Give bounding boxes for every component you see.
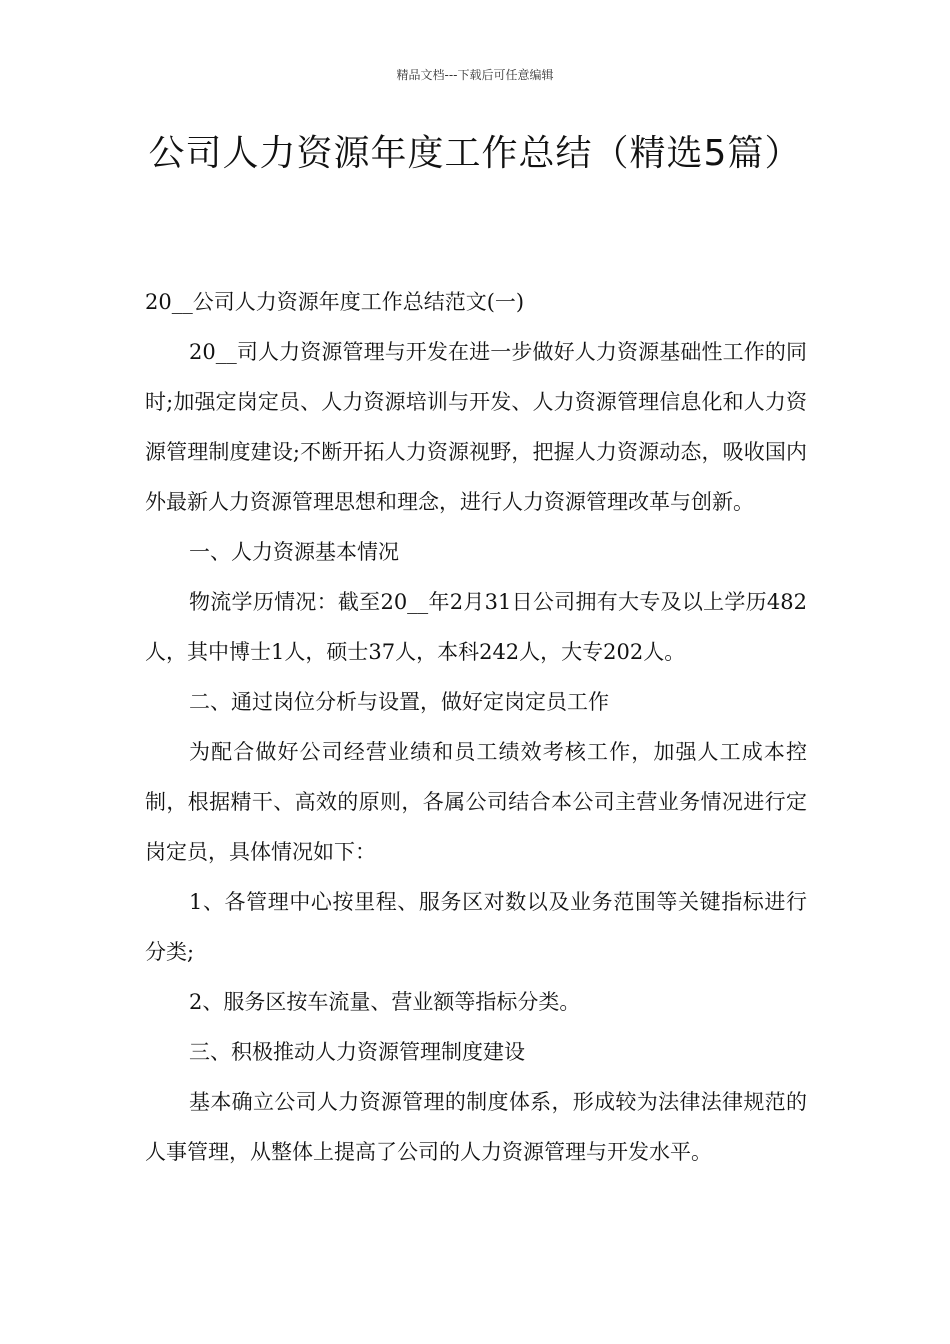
paragraph: 基本确立公司人力资源管理的制度体系，形成较为法律法律规范的人事管理，从整体上提高了公司的人力资源管理与开发水平。 xyxy=(145,1090,807,1164)
section-heading: 20__公司人力资源年度工作总结范文(一) xyxy=(145,290,525,314)
paragraph: 20__司人力资源管理与开发在进一步做好人力资源基础性工作的同时;加强定岗定员、人力资源培训与开发、人力资源管理信息化和人力资源管理制度建设;不断开拓人力资源视野，把握人力资源动态，吸收国内外最新人力资源管理思想和理念，进行人力资源管理改革与创新。 xyxy=(145,340,807,514)
list-item: 2、服务区按车流量、营业额等指标分类。 xyxy=(189,990,581,1014)
paragraph: 为配合做好公司经营业绩和员工绩效考核工作，加强人工成本控制，根据精干、高效的原则，各属公司结合本公司主营业务情况进行定岗定员，具体情况如下： xyxy=(145,740,807,864)
paragraph: 物流学历情况：截至20__年2月31日公司拥有大专及以上学历482人，其中博士1人，硕士37人，本科242人，大专202人。 xyxy=(145,590,807,664)
document-body xyxy=(145,277,807,1177)
document-title: 公司人力资源年度工作总结（精选5篇） xyxy=(148,133,802,174)
section-heading: 三、积极推动人力资源管理制度建设 xyxy=(189,1040,525,1064)
section-heading: 一、人力资源基本情况 xyxy=(189,540,399,564)
list-item: 1、各管理中心按里程、服务区对数以及业务范围等关键指标进行分类; xyxy=(145,890,807,964)
section-heading: 二、通过岗位分析与设置，做好定岗定员工作 xyxy=(189,690,609,714)
header-note: 精品文档---下载后可任意编辑 xyxy=(396,68,554,82)
